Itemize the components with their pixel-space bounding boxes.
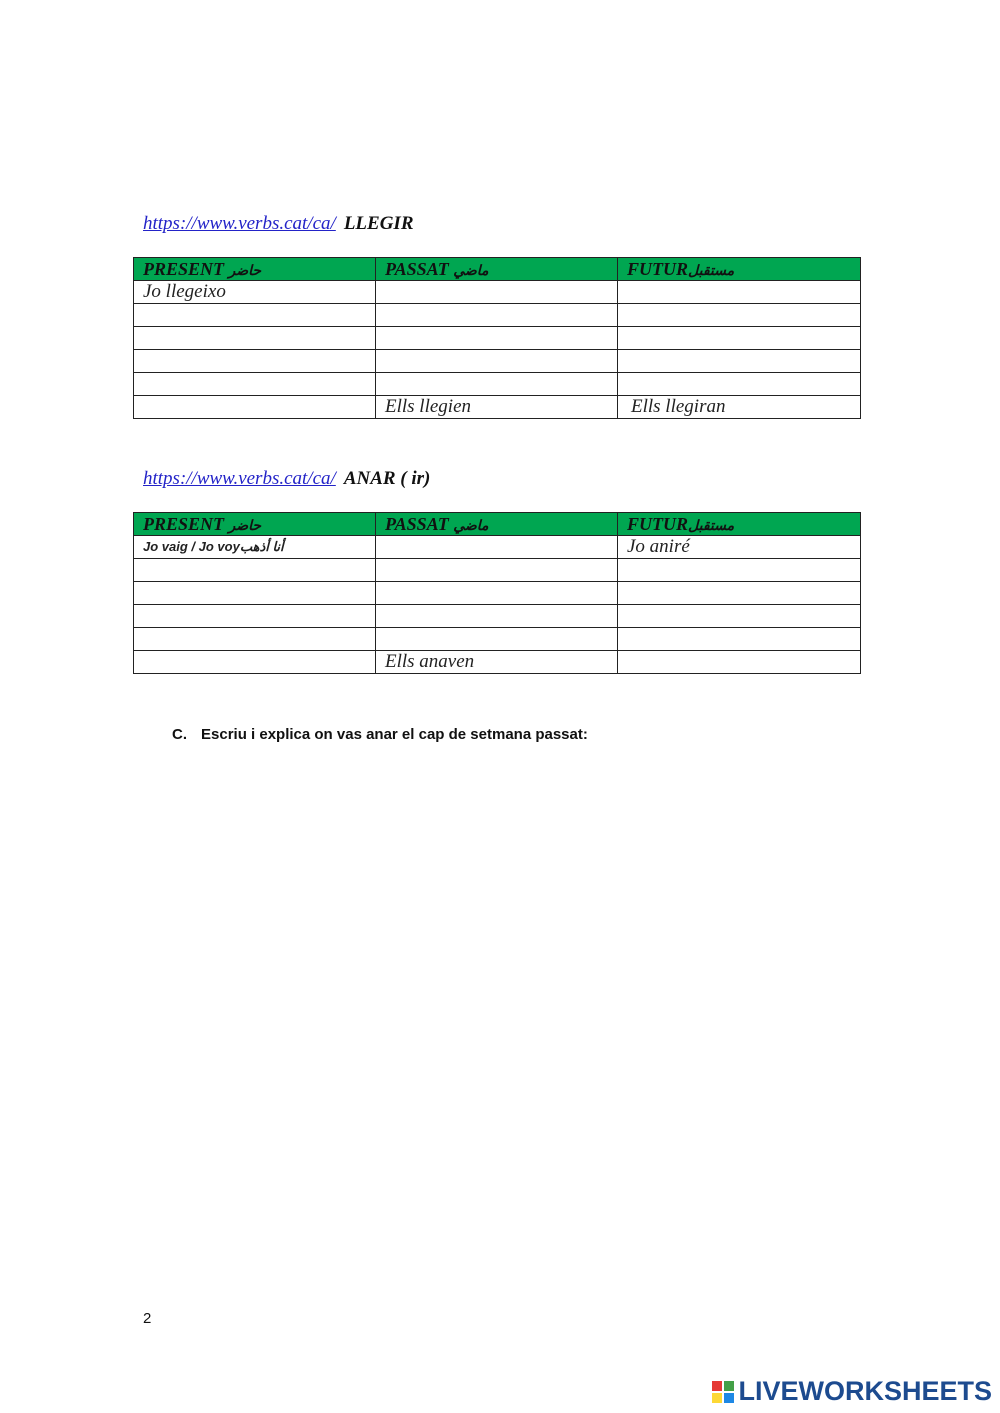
section-heading xyxy=(143,468,430,490)
answer-cell[interactable] xyxy=(376,304,618,327)
answer-cell[interactable]: Ells llegiran xyxy=(618,396,861,419)
header-passat: PASSAT ماضي xyxy=(376,513,618,536)
answer-cell[interactable] xyxy=(376,327,618,350)
answer-cell[interactable] xyxy=(134,327,376,350)
table-row xyxy=(134,559,861,582)
table-row xyxy=(134,281,861,304)
answer-cell[interactable] xyxy=(618,281,861,304)
answer-cell[interactable] xyxy=(376,559,618,582)
answer-cell[interactable] xyxy=(134,582,376,605)
answer-cell[interactable] xyxy=(376,628,618,651)
answer-cell[interactable] xyxy=(618,327,861,350)
answer-cell[interactable] xyxy=(134,373,376,396)
answer-cell[interactable]: Jo vaig / Jo voyأنا أذهب xyxy=(134,536,376,559)
answer-cell[interactable] xyxy=(376,350,618,373)
table-row xyxy=(134,605,861,628)
table-row xyxy=(134,304,861,327)
liveworksheets-logo xyxy=(712,1376,992,1407)
answer-cell[interactable] xyxy=(376,281,618,304)
conjugation-table-anar xyxy=(133,512,861,674)
answer-cell[interactable]: Jo llegeixo xyxy=(134,281,376,304)
table-row xyxy=(134,350,861,373)
answer-cell[interactable]: Ells anaven xyxy=(376,651,618,674)
answer-cell[interactable] xyxy=(618,350,861,373)
answer-cell[interactable] xyxy=(134,304,376,327)
instruction-c xyxy=(172,726,588,743)
answer-cell[interactable] xyxy=(618,628,861,651)
answer-cell[interactable] xyxy=(134,605,376,628)
table-row xyxy=(134,651,861,674)
table-row xyxy=(134,582,861,605)
page-number: 2 xyxy=(143,1310,152,1327)
answer-cell[interactable] xyxy=(618,582,861,605)
table-row xyxy=(134,628,861,651)
table-row xyxy=(134,373,861,396)
table-row xyxy=(134,396,861,419)
answer-cell[interactable] xyxy=(618,651,861,674)
answer-cell[interactable] xyxy=(134,559,376,582)
logo-icon xyxy=(712,1381,734,1403)
header-present: PRESENT حاضر xyxy=(134,258,376,281)
answer-cell[interactable] xyxy=(618,559,861,582)
answer-cell[interactable] xyxy=(134,651,376,674)
header-futur: FUTURمستقبل xyxy=(618,513,861,536)
table-row xyxy=(134,327,861,350)
answer-cell[interactable] xyxy=(618,304,861,327)
answer-cell[interactable] xyxy=(134,628,376,651)
header-present: PRESENT حاضر xyxy=(134,513,376,536)
answer-cell[interactable] xyxy=(376,582,618,605)
verbs-link[interactable]: https://www.verbs.cat/ca/ xyxy=(143,213,336,234)
verb-title: ANAR ( ir) xyxy=(343,468,431,489)
verb-title: LLEGIR xyxy=(343,213,414,234)
answer-cell[interactable] xyxy=(618,605,861,628)
answer-cell[interactable] xyxy=(134,350,376,373)
section-heading xyxy=(143,213,414,235)
answer-cell[interactable] xyxy=(134,396,376,419)
table-row xyxy=(134,536,861,559)
answer-cell[interactable]: Jo aniré xyxy=(618,536,861,559)
instruction-label: C. xyxy=(172,726,187,743)
answer-cell[interactable] xyxy=(376,373,618,396)
answer-cell[interactable] xyxy=(376,605,618,628)
conjugation-table-llegir xyxy=(133,257,861,419)
answer-cell[interactable] xyxy=(618,373,861,396)
header-passat: PASSAT ماضي xyxy=(376,258,618,281)
header-futur: FUTURمستقبل xyxy=(618,258,861,281)
table-header-row xyxy=(134,258,861,281)
answer-cell[interactable] xyxy=(376,536,618,559)
answer-cell[interactable]: Ells llegien xyxy=(376,396,618,419)
table-header-row xyxy=(134,513,861,536)
verbs-link[interactable]: https://www.verbs.cat/ca/ xyxy=(143,468,336,489)
brand-text: LIVEWORKSHEETS xyxy=(738,1376,992,1406)
instruction-text: Escriu i explica on vas anar el cap de setmana passat: xyxy=(201,726,588,743)
